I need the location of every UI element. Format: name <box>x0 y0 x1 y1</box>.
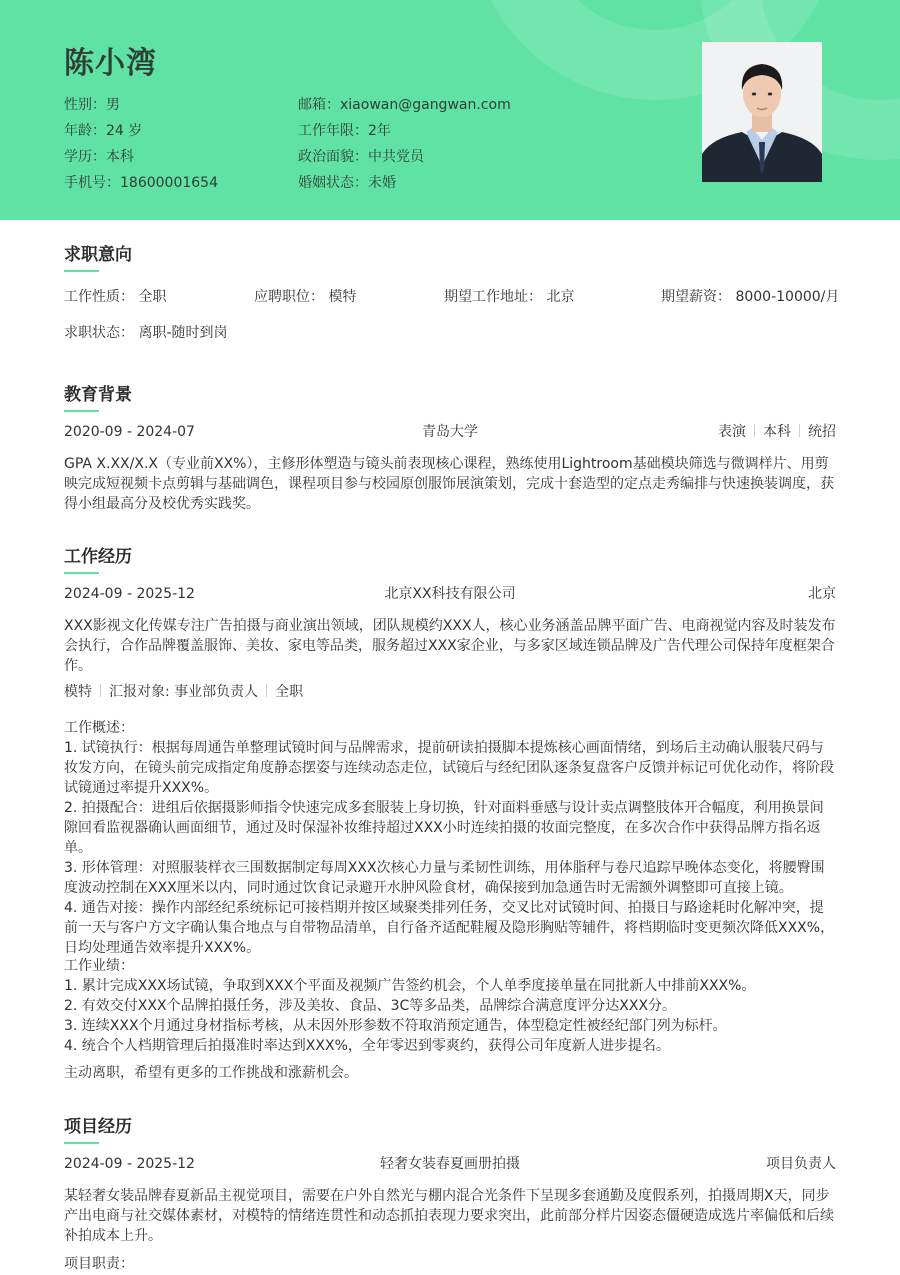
work-summary-title: 工作概述： <box>64 720 134 736</box>
section-title-education: 教育背景 <box>64 385 132 405</box>
education-school: 青岛大学 <box>422 424 478 440</box>
education-date: 2020-09 - 2024-07 <box>64 424 195 440</box>
candidate-name: 陈小湾 <box>64 46 157 81</box>
work-result-item: 4. 统合个人档期管理后拍摄准时率达到XXX%，全年零迟到零爽约，获得公司年度新人进步提名。 <box>64 1038 670 1054</box>
info-work-years: 工作年限：2年 <box>298 123 391 139</box>
section-underline <box>64 410 99 412</box>
work-summary-item: 2. 拍摄配合：进组后依据摄影师指令快速完成多套服装上身切换，针对面料垂感与设计卖点调整肢体开合幅度，利用换景间隙回看监视器确认画面细节，通过及时保湿补妆维持超过XXX小时连续拍摄的妆面完整度，在多次合作中获得品牌方指名返单。 <box>64 800 824 856</box>
info-email: 邮箱：xiaowan@gangwan.com <box>298 97 511 113</box>
section-title-intent: 求职意向 <box>64 245 132 265</box>
info-marital-status: 婚姻状态：未婚 <box>298 175 396 191</box>
intent-status: 求职状态： 离职-随时到岗 <box>64 325 228 341</box>
work-summary-item: 4. 通告对接：操作内部经纪系统标记可接档期并按区域聚类排列任务，交叉比对试镜时间、拍摄日与路途耗时化解冲突，提前一天与客户方文字确认集合地点与自带物品清单，自行备齐适配鞋履及隐形胸贴等辅件，将档期临时变更频次降低XXX%，日均处理通告效率提升XXX%。 <box>64 900 835 956</box>
info-gender: 性别：男 <box>64 97 120 113</box>
section-title-project: 项目经历 <box>64 1117 132 1137</box>
section-underline <box>64 572 99 574</box>
section-underline <box>64 270 99 272</box>
project-duty-title: 项目职责： <box>64 1256 134 1272</box>
section-underline <box>64 1142 99 1144</box>
section-title-work: 工作经历 <box>64 547 132 567</box>
work-result-item: 1. 累计完成XXX场试镜，争取到XXX个平面及视频广告签约机会，个人单季度接单量在同批新人中排前XXX%。 <box>64 978 756 994</box>
work-summary <box>64 718 836 958</box>
work-results-title: 工作业绩： <box>64 958 134 974</box>
intent-location: 期望工作地址： 北京 <box>444 289 575 305</box>
education-description: GPA X.XX/X.X（专业前XX%），主修形体塑造与镜头前表现核心课程，熟练使用Lightroom基础模块筛选与微调样片、用剪映完成短视频卡点剪辑与基础调色，课程项目参与校园原创服饰展演策划，完成十套造型的定点走秀编排与快速换装调度，获得小组最高分及校优秀实践奖。 <box>64 456 834 512</box>
work-city: 北京 <box>808 586 836 602</box>
work-result-item: 2. 有效交付XXX个品牌拍摄任务，涉及美妆、食品、3C等多品类，品牌综合满意度评分达XXX分。 <box>64 998 677 1014</box>
intent-job-type: 工作性质： 全职 <box>64 289 167 305</box>
work-header-row <box>64 584 836 604</box>
header-banner <box>0 0 900 220</box>
intent-salary: 期望薪资： 8000-10000/月 <box>661 289 840 305</box>
education-tags: 表演 本科 统招 <box>718 424 836 440</box>
work-results <box>64 956 836 1056</box>
work-result-item: 3. 连续XXX个月通过身材指标考核，从未因外形参数不符取消预定通告，体型稳定性被经纪部门列为标杆。 <box>64 1018 727 1034</box>
info-political-status: 政治面貌：中共党员 <box>298 149 424 165</box>
info-education: 学历：本科 <box>64 149 134 165</box>
work-leave-reason: 主动离职，希望有更多的工作挑战和涨薪机会。 <box>64 1065 358 1081</box>
info-phone: 手机号：18600001654 <box>64 175 218 191</box>
project-date: 2024-09 - 2025-12 <box>64 1156 195 1172</box>
work-company-description: XXX影视文化传媒专注广告拍摄与商业演出领域，团队规模约XXX人，核心业务涵盖品牌平面广告、电商视觉内容及时装发布会执行，合作品牌覆盖服饰、美妆、家电等品类，服务超过XXX家企业，与多家区域连锁品牌及广告代理公司保持年度框架合作。 <box>64 618 836 674</box>
project-header-row <box>64 1154 836 1174</box>
project-role: 项目负责人 <box>766 1156 836 1172</box>
work-summary-item: 3. 形体管理：对照服装样衣三围数据制定每周XXX次核心力量与柔韧性训练，用体脂秤与卷尺追踪早晚体态变化，将腰臀围度波动控制在XXX厘米以内，同时通过饮食记录避开水肿风险食材，确保接到加急通告时无需额外调整即可直接上镜。 <box>64 860 825 896</box>
project-description: 某轻奢女装品牌春夏新品主视觉项目，需要在户外自然光与棚内混合光条件下呈现多套通勤及度假系列，拍摄周期X天，同步产出电商与社交媒体素材，对模特的情绪连贯性和动态抓拍表现力要求突出，此前部分样片因姿态僵硬造成选片率偏低和后续补拍成本上升。 <box>64 1188 834 1244</box>
work-date: 2024-09 - 2025-12 <box>64 586 195 602</box>
intent-position: 应聘职位： 模特 <box>254 289 357 305</box>
education-header-row <box>64 422 836 442</box>
work-company: 北京XX科技有限公司 <box>384 586 516 602</box>
profile-photo <box>702 42 822 182</box>
work-tags: 模特 汇报对象: 事业部负责人 全职 <box>64 684 304 700</box>
project-name: 轻奢女装春夏画册拍摄 <box>380 1156 520 1172</box>
work-summary-item: 1. 试镜执行：根据每周通告单整理试镜时间与品牌需求，提前研读拍摄脚本提炼核心画面情绪，到场后主动确认服装尺码与妆发方向，在镜头前完成指定角度静态摆姿与连续动态走位，试镜后与经纪团队逐条复盘客户反馈并标记可优化动作，将阶段试镜通过率提升XXX%。 <box>64 740 834 796</box>
info-age: 年龄：24 岁 <box>64 123 143 139</box>
